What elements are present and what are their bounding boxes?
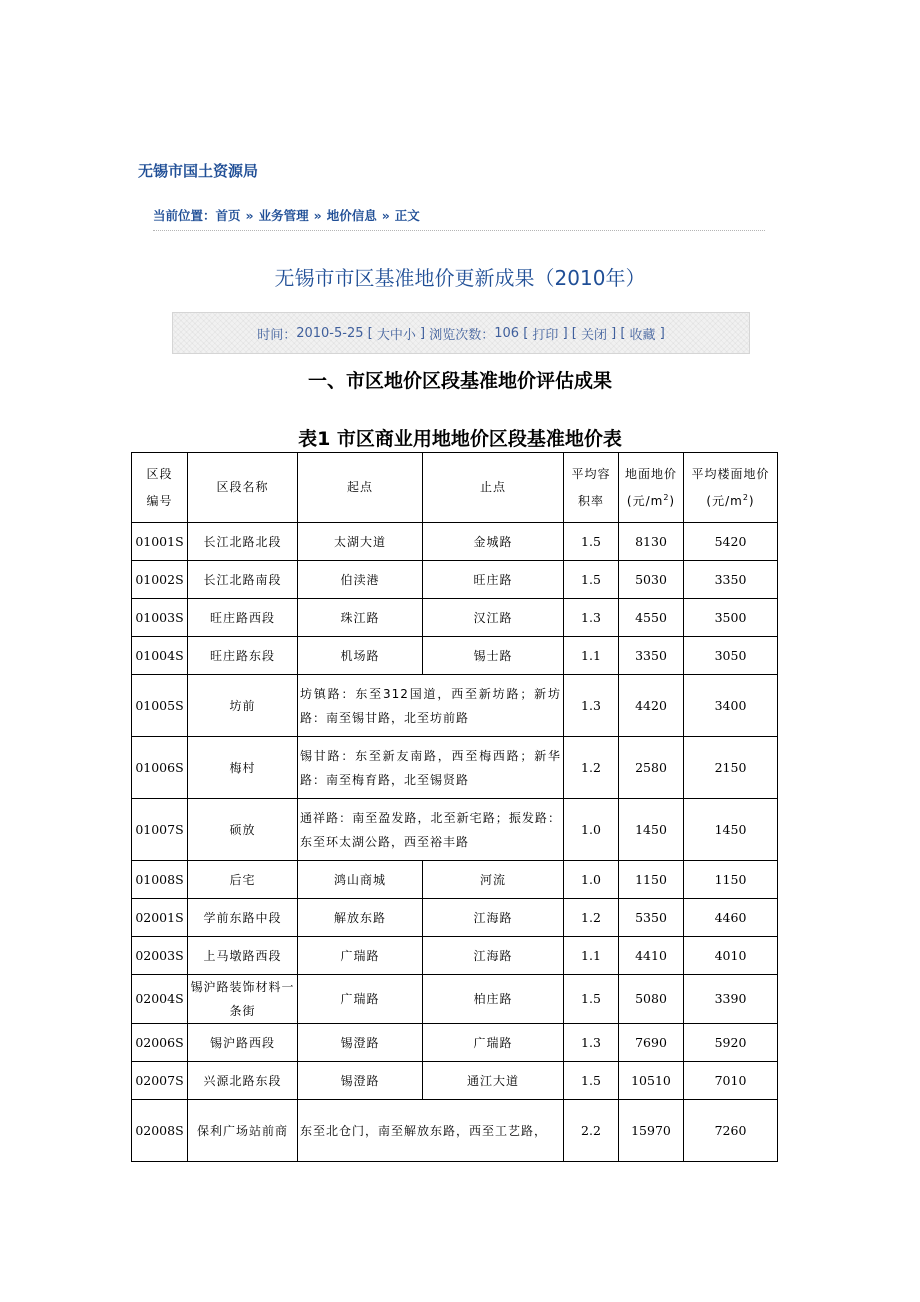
print-link[interactable]: 打印 xyxy=(532,327,559,343)
cell-floor-area-ratio: 1.2 xyxy=(564,737,619,799)
cell-name: 硕放 xyxy=(188,799,298,861)
cell-floor-price: 3400 xyxy=(684,675,778,737)
cell-end: 旺庄路 xyxy=(423,561,564,599)
cell-start: 广瑞路 xyxy=(298,975,423,1024)
views-label: 浏览次数： xyxy=(429,327,495,343)
table-row xyxy=(132,599,778,637)
breadcrumb-home-link[interactable]: 首页 xyxy=(215,208,241,223)
article-title: 无锡市市区基准地价更新成果（2010年） xyxy=(274,266,646,290)
cell-code: 02004S xyxy=(132,975,188,1024)
cell-floor-area-ratio: 1.5 xyxy=(564,561,619,599)
cell-start: 机场路 xyxy=(298,637,423,675)
cell-code: 01007S xyxy=(132,799,188,861)
breadcrumb-current: 正文 xyxy=(394,208,420,223)
cell-floor-price: 2150 xyxy=(684,737,778,799)
publish-date: 2010-5-25 xyxy=(296,325,364,341)
cell-code: 01005S xyxy=(132,675,188,737)
cell-code: 02008S xyxy=(132,1100,188,1162)
cell-start: 解放东路 xyxy=(298,899,423,937)
cell-land-price: 10510 xyxy=(619,1062,684,1100)
cell-end: 江海路 xyxy=(423,899,564,937)
cell-name: 后宅 xyxy=(188,861,298,899)
cell-floor-price: 3350 xyxy=(684,561,778,599)
table-row xyxy=(132,975,778,1024)
cell-code: 02007S xyxy=(132,1062,188,1100)
cell-floor-area-ratio: 1.3 xyxy=(564,675,619,737)
table-caption: 表1 市区商业用地地价区段基准地价表 xyxy=(298,428,622,450)
cell-end: 汉江路 xyxy=(423,599,564,637)
table-row xyxy=(132,737,778,799)
cell-floor-area-ratio: 1.0 xyxy=(564,861,619,899)
cell-floor-price: 1150 xyxy=(684,861,778,899)
cell-name: 旺庄路西段 xyxy=(188,599,298,637)
cell-floor-price: 4460 xyxy=(684,899,778,937)
cell-range: 坊镇路：东至312国道，西至新坊路；新坊路：南至锡甘路，北至坊前路 xyxy=(298,675,564,737)
cell-floor-area-ratio: 1.1 xyxy=(564,637,619,675)
cell-land-price: 1150 xyxy=(619,861,684,899)
cell-name: 保利广场站前商 xyxy=(188,1100,298,1162)
cell-floor-area-ratio: 1.2 xyxy=(564,899,619,937)
cell-range: 锡甘路：东至新友南路，西至梅西路；新华路：南至梅育路，北至锡贤路 xyxy=(298,737,564,799)
cell-code: 01006S xyxy=(132,737,188,799)
cell-range: 东至北仓门，南至解放东路，西至工艺路， xyxy=(298,1100,564,1162)
cell-land-price: 4410 xyxy=(619,937,684,975)
table-row xyxy=(132,561,778,599)
cell-floor-price: 1450 xyxy=(684,799,778,861)
table-row xyxy=(132,1100,778,1162)
breadcrumb-separator: » xyxy=(381,208,390,223)
breadcrumb-label: 当前位置： xyxy=(153,208,216,223)
time-label: 时间： xyxy=(257,327,297,343)
header-name: 区段名称 xyxy=(188,453,298,523)
cell-code: 01001S xyxy=(132,523,188,561)
cell-floor-area-ratio: 1.3 xyxy=(564,1024,619,1062)
cell-end: 锡士路 xyxy=(423,637,564,675)
cell-range: 通祥路：南至盈发路，北至新宅路；振发路：东至环太湖公路，西至裕丰路 xyxy=(298,799,564,861)
close-link[interactable]: 关闭 xyxy=(580,327,607,343)
cell-end: 通江大道 xyxy=(423,1062,564,1100)
cell-land-price: 5350 xyxy=(619,899,684,937)
cell-floor-area-ratio: 1.3 xyxy=(564,599,619,637)
cell-floor-area-ratio: 2.2 xyxy=(564,1100,619,1162)
cell-floor-price: 7010 xyxy=(684,1062,778,1100)
header-end: 止点 xyxy=(423,453,564,523)
breadcrumb-land-price-link[interactable]: 地价信息 xyxy=(326,208,377,223)
cell-start: 太湖大道 xyxy=(298,523,423,561)
cell-land-price: 5030 xyxy=(619,561,684,599)
cell-name: 兴源北路东段 xyxy=(188,1062,298,1100)
cell-end: 广瑞路 xyxy=(423,1024,564,1062)
font-size-small-link[interactable]: 小 xyxy=(402,327,416,343)
cell-land-price: 4420 xyxy=(619,675,684,737)
table-row xyxy=(132,899,778,937)
cell-land-price: 3350 xyxy=(619,637,684,675)
table-row xyxy=(132,675,778,737)
cell-code: 01003S xyxy=(132,599,188,637)
cell-code: 02003S xyxy=(132,937,188,975)
table-row xyxy=(132,861,778,899)
cell-floor-price: 3390 xyxy=(684,975,778,1024)
cell-floor-area-ratio: 1.5 xyxy=(564,975,619,1024)
cell-floor-price: 7260 xyxy=(684,1100,778,1162)
table-row xyxy=(132,637,778,675)
cell-land-price: 15970 xyxy=(619,1100,684,1162)
cell-end: 柏庄路 xyxy=(423,975,564,1024)
cell-floor-price: 3500 xyxy=(684,599,778,637)
cell-code: 01002S xyxy=(132,561,188,599)
cell-land-price: 2580 xyxy=(619,737,684,799)
header-floor-price: 平均楼面地价 (元$/m^2$) xyxy=(684,453,778,523)
cell-land-price: 8130 xyxy=(619,523,684,561)
cell-code: 02006S xyxy=(132,1024,188,1062)
font-size-medium-link[interactable]: 中 xyxy=(389,327,403,343)
cell-start: 广瑞路 xyxy=(298,937,423,975)
cell-name: 坊前 xyxy=(188,675,298,737)
cell-land-price: 1450 xyxy=(619,799,684,861)
cell-floor-price: 5920 xyxy=(684,1024,778,1062)
cell-floor-area-ratio: 1.5 xyxy=(564,523,619,561)
header-floor-area-ratio: 平均容 积率 xyxy=(564,453,619,523)
header-code: 区段 编号 xyxy=(132,453,188,523)
breadcrumb-business-link[interactable]: 业务管理 xyxy=(258,208,309,223)
cell-name: 锡沪路西段 xyxy=(188,1024,298,1062)
header-land-price: 地面地价 (元$/m^2$) xyxy=(619,453,684,523)
site-name: 无锡市国土资源局 xyxy=(138,162,259,180)
cell-start: 鸿山商城 xyxy=(298,861,423,899)
table-header-row xyxy=(132,453,778,523)
cell-land-price: 7690 xyxy=(619,1024,684,1062)
cell-start: 珠江路 xyxy=(298,599,423,637)
cell-end: 江海路 xyxy=(423,937,564,975)
cell-start: 锡澄路 xyxy=(298,1024,423,1062)
table-container xyxy=(131,452,779,1162)
cell-start: 伯渎港 xyxy=(298,561,423,599)
cell-floor-area-ratio: 1.0 xyxy=(564,799,619,861)
header-start: 起点 xyxy=(298,453,423,523)
cell-floor-area-ratio: 1.5 xyxy=(564,1062,619,1100)
section-heading: 一、市区地价区段基准地价评估成果 xyxy=(307,370,612,392)
article-info-bar: 时间： 2010-5-25 [ 大 中 小 ] 浏览次数： 106 [ 打印 ] [ 关闭 ] [ 收藏 ] xyxy=(172,312,750,354)
table-row xyxy=(132,523,778,561)
table-row xyxy=(132,1062,778,1100)
cell-code: 01004S xyxy=(132,637,188,675)
breadcrumb-separator: » xyxy=(313,208,322,223)
cell-floor-price: 5420 xyxy=(684,523,778,561)
cell-end: 金城路 xyxy=(423,523,564,561)
cell-start: 锡澄路 xyxy=(298,1062,423,1100)
table-row xyxy=(132,799,778,861)
breadcrumb xyxy=(153,206,765,231)
cell-name: 旺庄路东段 xyxy=(188,637,298,675)
table-row xyxy=(132,937,778,975)
cell-name: 学前东路中段 xyxy=(188,899,298,937)
cell-floor-price: 3050 xyxy=(684,637,778,675)
cell-floor-area-ratio: 1.1 xyxy=(564,937,619,975)
cell-end: 河流 xyxy=(423,861,564,899)
cell-code: 02001S xyxy=(132,899,188,937)
land-price-table xyxy=(131,452,778,1162)
cell-name: 梅村 xyxy=(188,737,298,799)
cell-name: 长江北路北段 xyxy=(188,523,298,561)
cell-name: 上马墩路西段 xyxy=(188,937,298,975)
cell-floor-price: 4010 xyxy=(684,937,778,975)
cell-name: 长江北路南段 xyxy=(188,561,298,599)
cell-land-price: 5080 xyxy=(619,975,684,1024)
favorite-link[interactable]: 收藏 xyxy=(629,327,656,343)
cell-land-price: 4550 xyxy=(619,599,684,637)
font-size-large-link[interactable]: 大 xyxy=(376,327,390,343)
cell-code: 01008S xyxy=(132,861,188,899)
cell-name: 锡沪路装饰材料一条街 xyxy=(188,975,298,1024)
table-row xyxy=(132,1024,778,1062)
breadcrumb-separator: » xyxy=(245,208,254,223)
views-count: 106 xyxy=(494,325,520,341)
